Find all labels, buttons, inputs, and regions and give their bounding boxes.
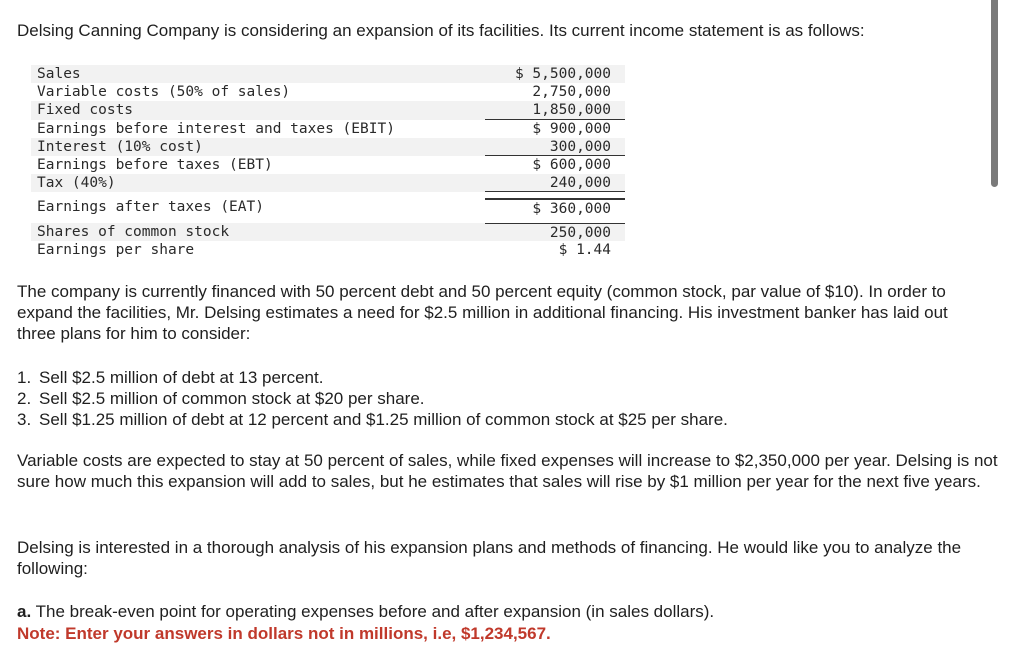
row-label: Earnings after taxes (EAT)	[37, 199, 264, 216]
table-row	[31, 138, 625, 156]
analysis-paragraph: Delsing is interested in a thorough analysis of his expansion plans and methods of financing. He would like you to analyze the following:	[17, 538, 962, 578]
row-label: Shares of common stock	[37, 223, 230, 240]
list-item	[17, 367, 728, 388]
table-row	[31, 223, 625, 241]
table-row	[31, 120, 625, 138]
table-row	[31, 83, 625, 101]
table-row	[31, 65, 625, 83]
financing-paragraph: The company is currently financed with 50 percent debt and 50 percent equity (common stock, par value of $10). In order to expand the facilities, Mr. Delsing estimates a need for $2.5 million in additional financing. His investment banker has laid out three plans for him to consider:	[17, 282, 948, 343]
list-text: Sell $1.25 million of debt at 12 percent and $1.25 million of common stock at $25 per share.	[39, 410, 728, 429]
table-row	[31, 241, 625, 259]
table-row	[31, 198, 625, 216]
list-number: 1.	[17, 368, 32, 387]
list-item	[17, 388, 728, 409]
part-a-label: a.	[17, 602, 32, 621]
row-value: 2,750,000	[532, 84, 611, 101]
row-label: Tax (40%)	[37, 175, 116, 192]
list-text: Sell $2.5 million of debt at 13 percent.	[39, 368, 324, 387]
table-row	[31, 156, 625, 174]
row-value: 300,000	[485, 138, 625, 156]
part-a-question	[17, 601, 714, 622]
list-item	[17, 409, 728, 430]
list-number: 2.	[17, 389, 32, 408]
row-value: $ 5,500,000	[514, 66, 611, 82]
row-value: $ 900,000	[532, 120, 611, 137]
row-label: Earnings per share	[37, 241, 195, 258]
intro-text: Delsing Canning Company is considering an expansion of its facilities. Its current income statement is as follows:	[17, 21, 865, 40]
row-value: $ 600,000	[532, 156, 611, 173]
row-value: $ 1.44	[558, 241, 611, 258]
list-number: 3.	[17, 410, 32, 429]
income-statement-table	[31, 65, 625, 259]
row-label: Variable costs (50% of sales)	[37, 84, 291, 101]
row-label: Fixed costs	[37, 102, 134, 119]
row-value: $ 360,000	[485, 198, 625, 216]
scrollbar[interactable]	[991, 0, 998, 187]
row-label: Earnings before taxes (EBT)	[37, 156, 273, 173]
costs-paragraph: Variable costs are expected to stay at 50 percent of sales, while fixed expenses will increase to $2,350,000 per year. Delsing is not sure how much this expansion will add to sales, but he estimates that sales will rise by $1 million per year for the next five years.	[17, 451, 998, 491]
row-label: Interest (10% cost)	[37, 138, 203, 155]
part-a-note: Note: Enter your answers in dollars not in millions, i.e, $1,234,567.	[17, 624, 551, 643]
plans-list	[17, 367, 728, 430]
part-a-text: The break-even point for operating expenses before and after expansion (in sales dollars).	[35, 602, 715, 621]
table-row	[31, 101, 625, 119]
row-label: Sales	[37, 66, 81, 82]
row-label: Earnings before interest and taxes (EBIT)	[37, 120, 395, 137]
row-value: 240,000	[485, 174, 625, 192]
row-value: 1,850,000	[485, 101, 625, 119]
list-text: Sell $2.5 million of common stock at $20 per share.	[39, 389, 425, 408]
table-row	[31, 174, 625, 192]
row-value: 250,000	[485, 223, 625, 241]
